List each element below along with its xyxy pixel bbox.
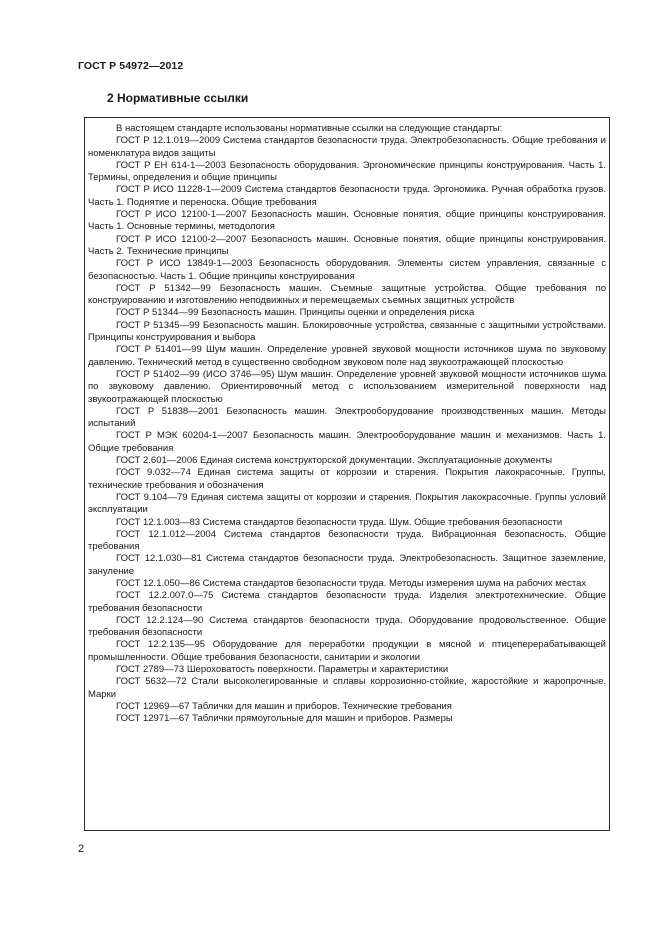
- document-code: ГОСТ Р 54972—2012: [78, 60, 184, 72]
- reference-item: ГОСТ Р ИСО 12100-2—2007 Безопасность машин. Основные понятия, общие принципы конструирования. Часть 2. Технические принципы: [88, 233, 606, 257]
- references-intro: В настоящем стандарте использованы нормативные ссылки на следующие стандарты:: [116, 123, 503, 134]
- reference-item: ГОСТ Р 51401—99 Шум машин. Определение уровней звуковой мощности источников шума по звуковому давлению. Технический метод в существенно свободном звуковом поле над звукоотражающей плоскостью: [88, 344, 606, 368]
- normative-references-box: [84, 117, 610, 831]
- reference-item: ГОСТ 12.1.003—83 Система стандартов безопасности труда. Шум. Общие требования безопасности: [116, 516, 563, 528]
- reference-item: ГОСТ 12.1.030—81 Система стандартов безопасности труда. Электробезопасность. Защитное заземление, зануление: [88, 553, 606, 577]
- reference-item: ГОСТ 9.032—74 Единая система защиты от коррозии и старения. Покрытия лакокрасочные. Группы, технические требования и обозначения: [88, 467, 606, 491]
- reference-item: ГОСТ Р 51344—99 Безопасность машин. Принципы оценки и определения риска: [116, 307, 475, 319]
- reference-item: ГОСТ Р 51342—99 Безопасность машин. Съемные защитные устройства. Общие требования по конструированию и изготовлению неподвижных и перемещаемых съемных защитных устройств: [88, 282, 606, 307]
- reference-item: ГОСТ 2.601—2006 Единая система конструкторской документации. Эксплуатационные документы: [116, 455, 553, 467]
- reference-item: ГОСТ 12.2.124—90 Система стандартов безопасности труда. Оборудование продовольственное. Общие требования безопасности: [88, 614, 606, 639]
- reference-item: ГОСТ 9.104—79 Единая система защиты от коррозии и старения. Покрытия лакокрасочные. Группы условий эксплуатации: [88, 491, 606, 516]
- reference-item: ГОСТ 12971—67 Таблички прямоугольные для машин и приборов. Размеры: [116, 713, 453, 725]
- reference-item: ГОСТ Р ИСО 13849-1—2003 Безопасность оборудования. Элементы систем управления, связанные с безопасностью. Часть 1. Общие принципы конструирования: [88, 258, 606, 282]
- reference-item: ГОСТ 5632—72 Стали высоколегированные и сплавы коррозионно-стойкие, жаростойкие и жаропрочные. Марки: [88, 676, 606, 700]
- reference-item: ГОСТ Р 51838—2001 Безопасность машин. Электрооборудование производственных машин. Методы испытаний: [88, 405, 606, 430]
- reference-item: ГОСТ Р 51345—99 Безопасность машин. Блокировочные устройства, связанные с защитными устройствами. Принципы конструирования и выбора: [88, 319, 606, 344]
- reference-item: ГОСТ 12969—67 Таблички для машин и приборов. Технические требования: [116, 700, 452, 712]
- reference-item: ГОСТ Р ЕН 614-1—2003 Безопасность оборудования. Эргономические принципы конструирования. Часть 1. Термины, определения и общие принципы: [88, 159, 606, 184]
- reference-item: ГОСТ Р ИСО 12100-1—2007 Безопасность машин. Основные понятия, общие принципы конструирования. Часть 1. Основные термины, методология: [88, 209, 606, 233]
- reference-item: ГОСТ Р 12.1.019—2009 Система стандартов безопасности труда. Электробезопасность. Общие требования и номенклатура видов защиты: [88, 135, 606, 159]
- page-number: 2: [78, 843, 85, 855]
- reference-item: ГОСТ Р МЭК 60204-1—2007 Безопасность машин. Электрооборудование машин и механизмов. Часть 1. Общие требования: [88, 430, 606, 454]
- section-title: 2 Нормативные ссылки: [107, 91, 249, 105]
- reference-item: ГОСТ 12.1.050—86 Система стандартов безопасности труда. Методы измерения шума на рабочих местах: [116, 577, 587, 589]
- reference-item: ГОСТ 12.2.135—95 Оборудование для переработки продукции в мясной и птицеперерабатывающей промышленности. Общие требования безопасности, санитарии и экологии: [88, 639, 606, 663]
- reference-item: ГОСТ 2789—73 Шероховатость поверхности. Параметры и характеристики: [116, 664, 449, 676]
- reference-item: ГОСТ Р 51402—99 (ИСО 3746—95) Шум машин. Определение уровней звуковой мощности источников шума по звуковому давлению. Ориентировочный метод с использованием измерительной поверхности над звукоотражающей плоскостью: [88, 368, 606, 405]
- reference-item: ГОСТ Р ИСО 11228-1—2009 Система стандартов безопасности труда. Эргономика. Ручная обработка грузов. Часть 1. Поднятие и переноска. Общие требования: [88, 184, 606, 208]
- reference-item: ГОСТ 12.2.007.0—75 Система стандартов безопасности труда. Изделия электротехнические. Общие требования безопасности: [88, 590, 606, 614]
- reference-item: ГОСТ 12.1.012—2004 Система стандартов безопасности труда. Вибрационная безопасность. Общие требования: [88, 528, 606, 553]
